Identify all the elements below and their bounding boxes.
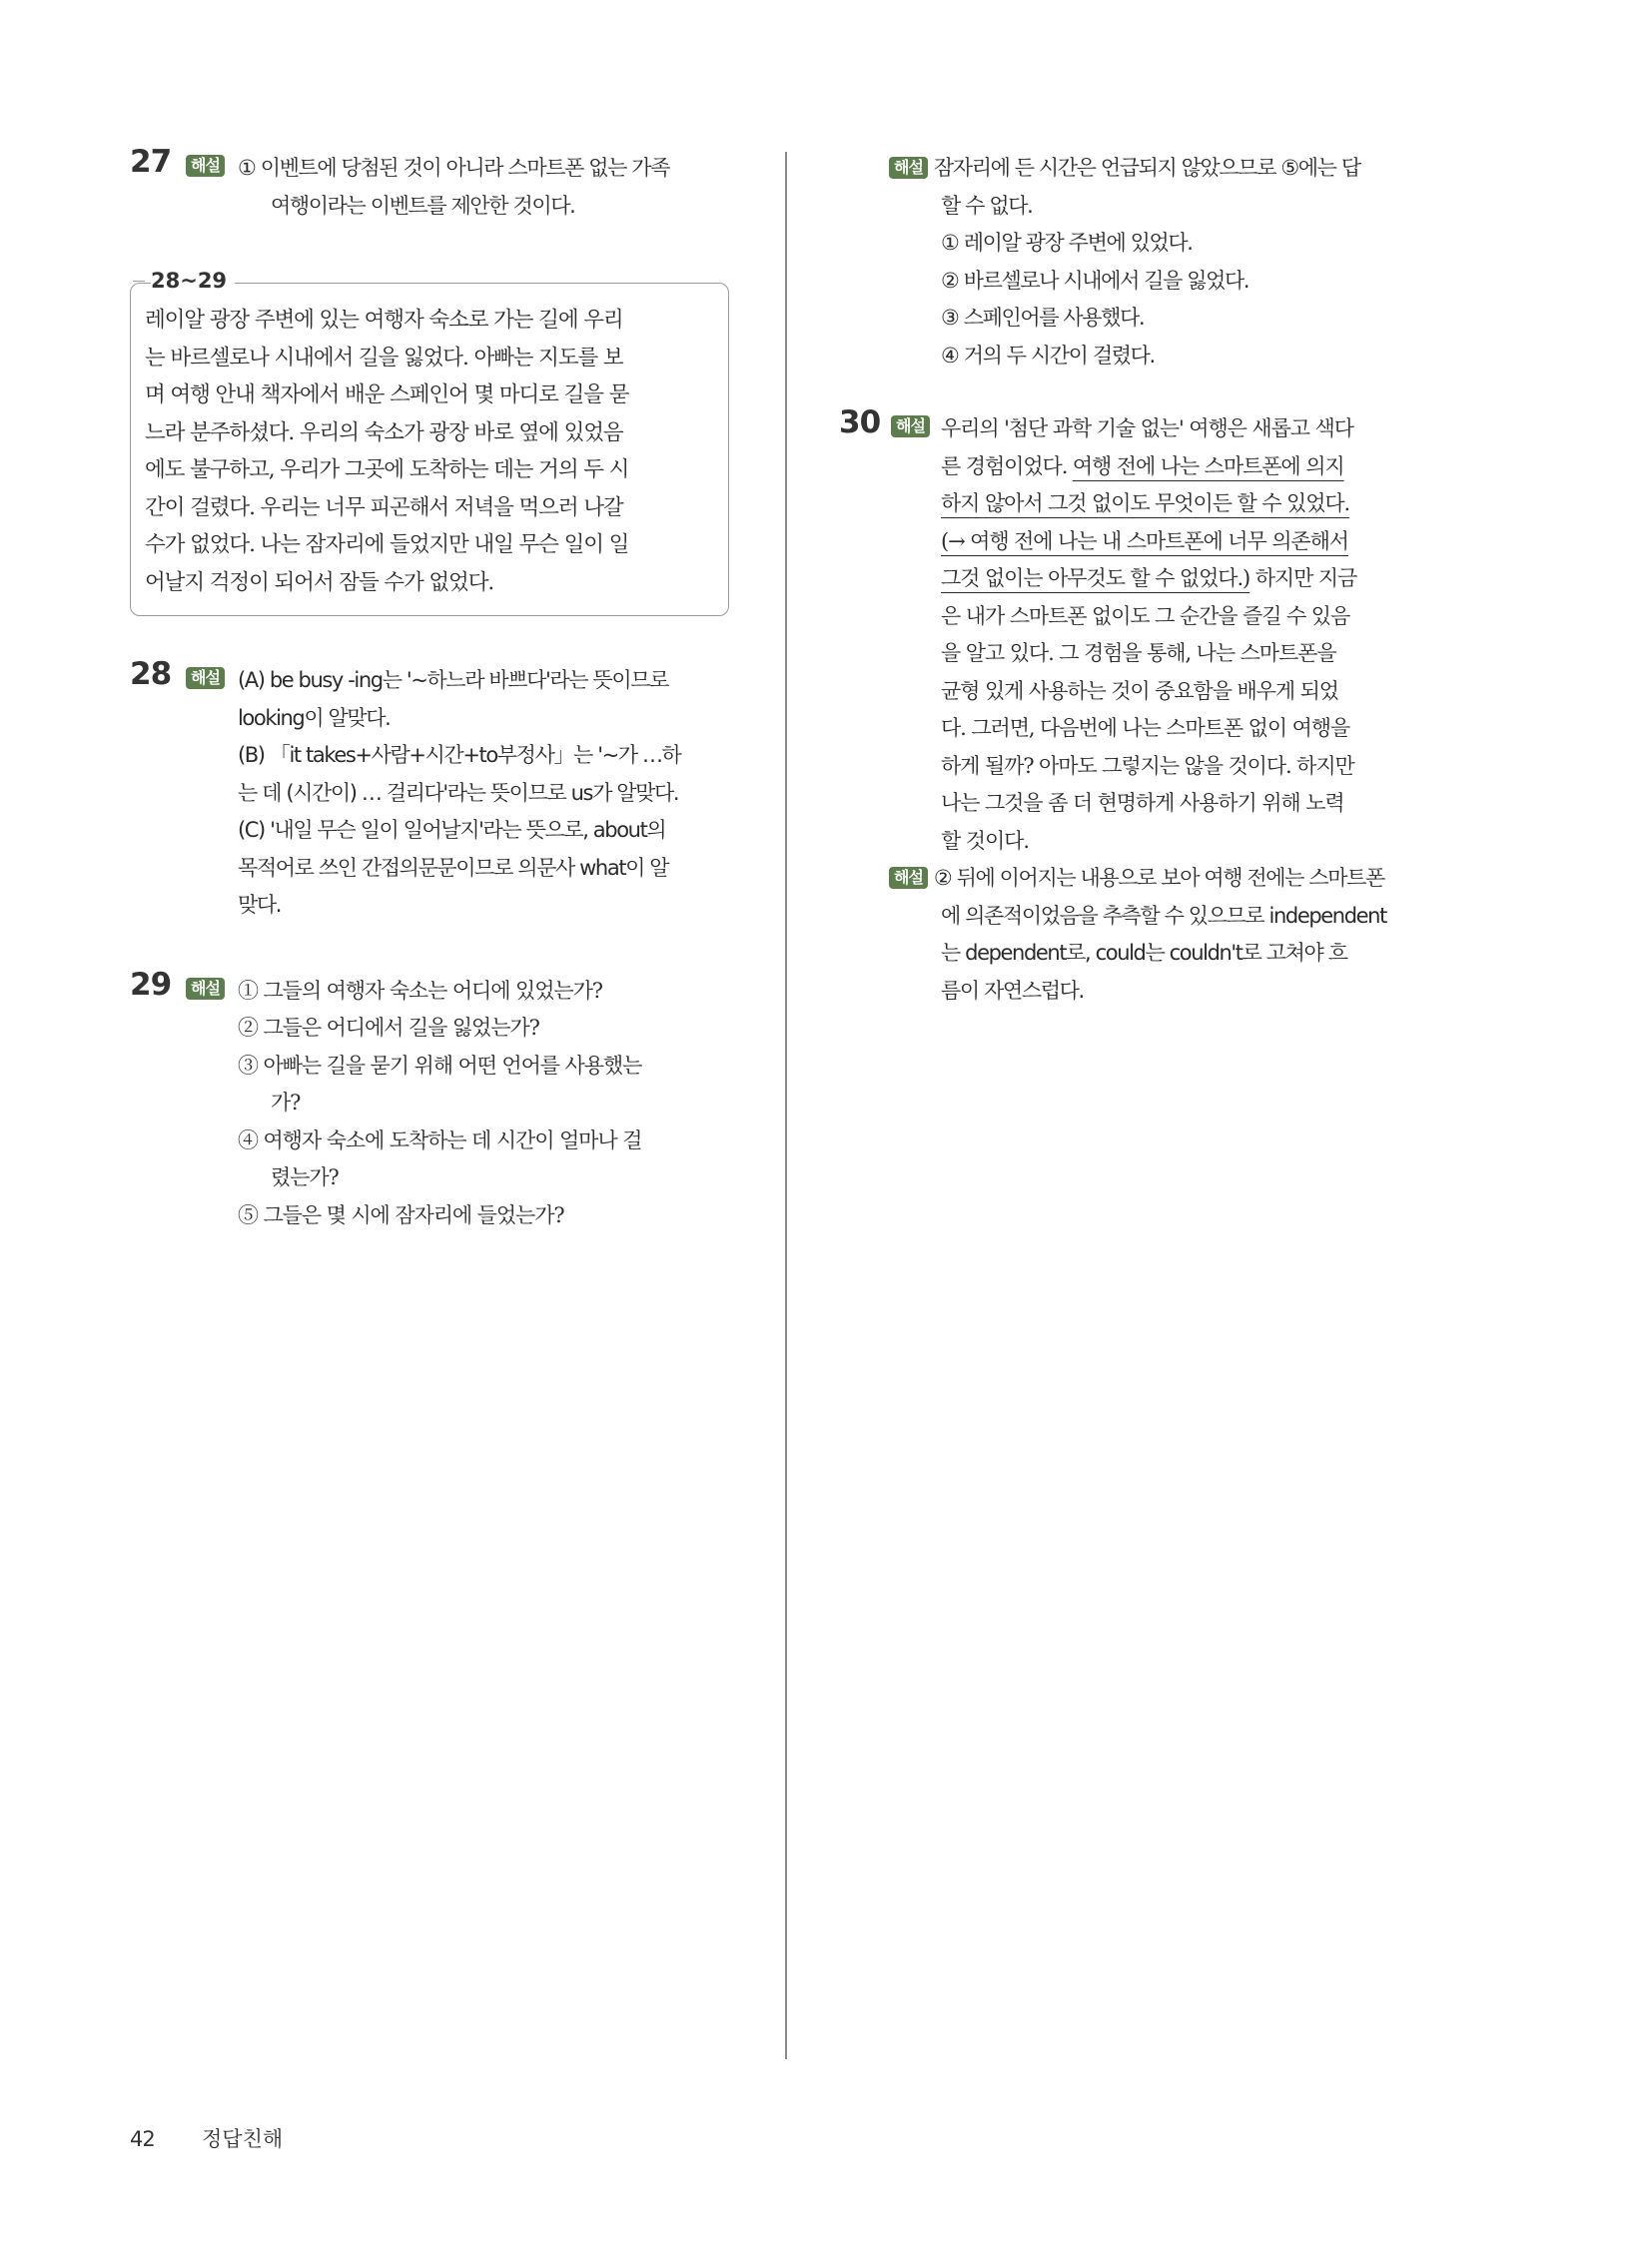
explanation-badge: 해설 bbox=[186, 155, 225, 177]
translation-line: 다. 그러면, 다음번에 나는 스마트폰 없이 여행을 bbox=[941, 716, 1350, 740]
option-line: 렸는가? bbox=[271, 1165, 339, 1189]
underlined-line: (→ 여행 전에 나는 내 스마트폰에 너무 의존해서 bbox=[941, 528, 1348, 553]
text-line-with-badge bbox=[889, 860, 1438, 898]
question-27 bbox=[130, 144, 729, 225]
answer-line: ① 레이알 광장 주변에 있었다. bbox=[941, 231, 1193, 255]
question-28 bbox=[130, 656, 729, 925]
question-number: 27 bbox=[130, 144, 172, 180]
translation-line: 할 것이다. bbox=[941, 828, 1029, 853]
passage-line: 어날지 걱정이 되어서 잠들 수가 없었다. bbox=[145, 569, 494, 595]
text-segment: 하지만 지금 bbox=[1249, 566, 1357, 590]
answer-line: ④ 거의 두 시간이 걸렸다. bbox=[941, 343, 1155, 368]
explanation-badge: 해설 bbox=[891, 415, 930, 437]
page-footer bbox=[130, 2123, 283, 2153]
passage-line: 에도 불구하고, 우리가 그곳에 도착하는 데는 거의 두 시 bbox=[145, 457, 629, 482]
explanation-badge: 해설 bbox=[186, 978, 225, 1000]
left-column bbox=[130, 144, 729, 1234]
text-line: 목적어로 쓰인 간접의문문이므로 의문사 what이 알 bbox=[238, 855, 669, 880]
explanation-body bbox=[889, 898, 1438, 1011]
text-line: 름이 자연스럽다. bbox=[941, 978, 1084, 1003]
underlined-line: 하지 않아서 그것 없이도 무엇이든 할 수 있었다. bbox=[941, 491, 1350, 515]
passage-line: 수가 없었다. 나는 잠자리에 들었지만 내일 무슨 일이 일 bbox=[145, 532, 629, 557]
translation-line: 은 내가 스마트폰 없이도 그 순간을 즐길 수 있음 bbox=[941, 603, 1350, 628]
column-divider bbox=[785, 152, 787, 2059]
question-30-explanation bbox=[889, 860, 1438, 1010]
question-number: 28 bbox=[130, 656, 172, 692]
option-line: ⑤ 그들은 몇 시에 잠자리에 들었는가? bbox=[238, 1202, 564, 1227]
passage-line: 레이알 광장 주변에 있는 여행자 숙소로 가는 길에 우리 bbox=[145, 308, 623, 333]
underlined-segment: 여행 전에 나는 스마트폰에 의지 bbox=[1072, 453, 1344, 478]
explanation-badge: 해설 bbox=[889, 867, 928, 889]
passage-line: 는 바르셀로나 시내에서 길을 잃었다. 아빠는 지도를 보 bbox=[145, 345, 623, 371]
option-line: ① 그들의 여행자 숙소는 어디에 있었는가? bbox=[238, 978, 602, 1003]
translation-line bbox=[941, 560, 1438, 598]
question-number: 29 bbox=[130, 966, 172, 1003]
question-30 bbox=[839, 404, 1438, 860]
text-line: 여행이라는 이벤트를 제안한 것이다. bbox=[271, 193, 575, 218]
text-line: ① 이벤트에 당첨된 것이 아니라 스마트폰 없는 가족 bbox=[238, 156, 670, 180]
right-column bbox=[839, 150, 1438, 1010]
passage-line: 느라 분주하셨다. 우리의 숙소가 광장 바로 옆에 있었음 bbox=[145, 419, 623, 445]
text-line: 는 dependent로, could는 couldn't로 고쳐야 흐 bbox=[941, 941, 1347, 965]
page-number: 42 bbox=[130, 2127, 155, 2151]
translation-line: 우리의 '첨단 과학 기술 없는' 여행은 새롭고 색다 bbox=[941, 416, 1353, 440]
text-line: 할 수 없다. bbox=[941, 193, 1033, 218]
text-line: (A) be busy -ing는 '~하느라 바쁘다'라는 뜻이므로 bbox=[238, 668, 668, 692]
text-line: 잠자리에 든 시간은 언급되지 않았으므로 ⑤에는 답 bbox=[933, 156, 1360, 180]
text-segment: 른 경험이었다. bbox=[941, 453, 1073, 478]
text-line: (B) 「it takes+사람+시간+to부정사」는 '~가 …하 bbox=[238, 743, 681, 767]
translation-line: 나는 그것을 좀 더 현명하게 사용하기 위해 노력 bbox=[941, 791, 1344, 815]
translation-line: 을 알고 있다. 그 경험을 통해, 나는 스마트폰을 bbox=[941, 641, 1336, 665]
text-line: ② 뒤에 이어지는 내용으로 보아 여행 전에는 스마트폰 bbox=[933, 866, 1384, 890]
text-line: 에 의존적이었음을 추측할 수 있으므로 independent bbox=[941, 903, 1386, 928]
explanation-badge: 해설 bbox=[186, 667, 225, 689]
text-line-with-badge bbox=[889, 150, 1438, 188]
translation-line: 하게 될까? 아마도 그렇지는 않을 것이다. 하지만 bbox=[941, 753, 1354, 778]
option-line: 가? bbox=[271, 1091, 301, 1115]
text-line: looking이 알맞다. bbox=[238, 705, 391, 730]
option-line: ④ 여행자 숙소에 도착하는 데 시간이 얼마나 걸 bbox=[238, 1127, 642, 1152]
book-title: 정답친해 bbox=[202, 2127, 284, 2151]
text-line: 는 데 (시간이) … 걸리다'라는 뜻이므로 us가 알맞다. bbox=[238, 780, 679, 805]
question-29 bbox=[130, 966, 729, 1235]
option-line: ③ 아빠는 길을 묻기 위해 어떤 언어를 사용했는 bbox=[238, 1053, 642, 1078]
text-line: 맞다. bbox=[238, 893, 282, 917]
translation-line: 균형 있게 사용하는 것이 중요함을 배우게 되었 bbox=[941, 678, 1338, 703]
question-number: 30 bbox=[839, 404, 881, 440]
question-29-continued bbox=[889, 150, 1438, 374]
passage-label: 28~29 bbox=[151, 269, 235, 293]
passage-box bbox=[130, 269, 729, 616]
underlined-segment: 그것 없이는 아무것도 할 수 없었다.) bbox=[941, 566, 1250, 590]
answer-list bbox=[889, 188, 1438, 375]
translation-line bbox=[941, 448, 1438, 486]
option-line: ② 그들은 어디에서 길을 잃었는가? bbox=[238, 1016, 539, 1040]
explanation-badge: 해설 bbox=[889, 157, 928, 179]
passage-line: 간이 걸렸다. 우리는 너무 피곤해서 저녁을 먹으러 나갈 bbox=[145, 494, 623, 520]
text-line: (C) '내일 무슨 일이 일어날지'라는 뜻으로, about의 bbox=[238, 818, 666, 842]
answer-line: ② 바르셀로나 시내에서 길을 잃었다. bbox=[941, 268, 1249, 293]
answer-line: ③ 스페인어를 사용했다. bbox=[941, 306, 1145, 330]
passage-line: 며 여행 안내 책자에서 배운 스페인어 몇 마디로 길을 묻 bbox=[145, 382, 629, 407]
